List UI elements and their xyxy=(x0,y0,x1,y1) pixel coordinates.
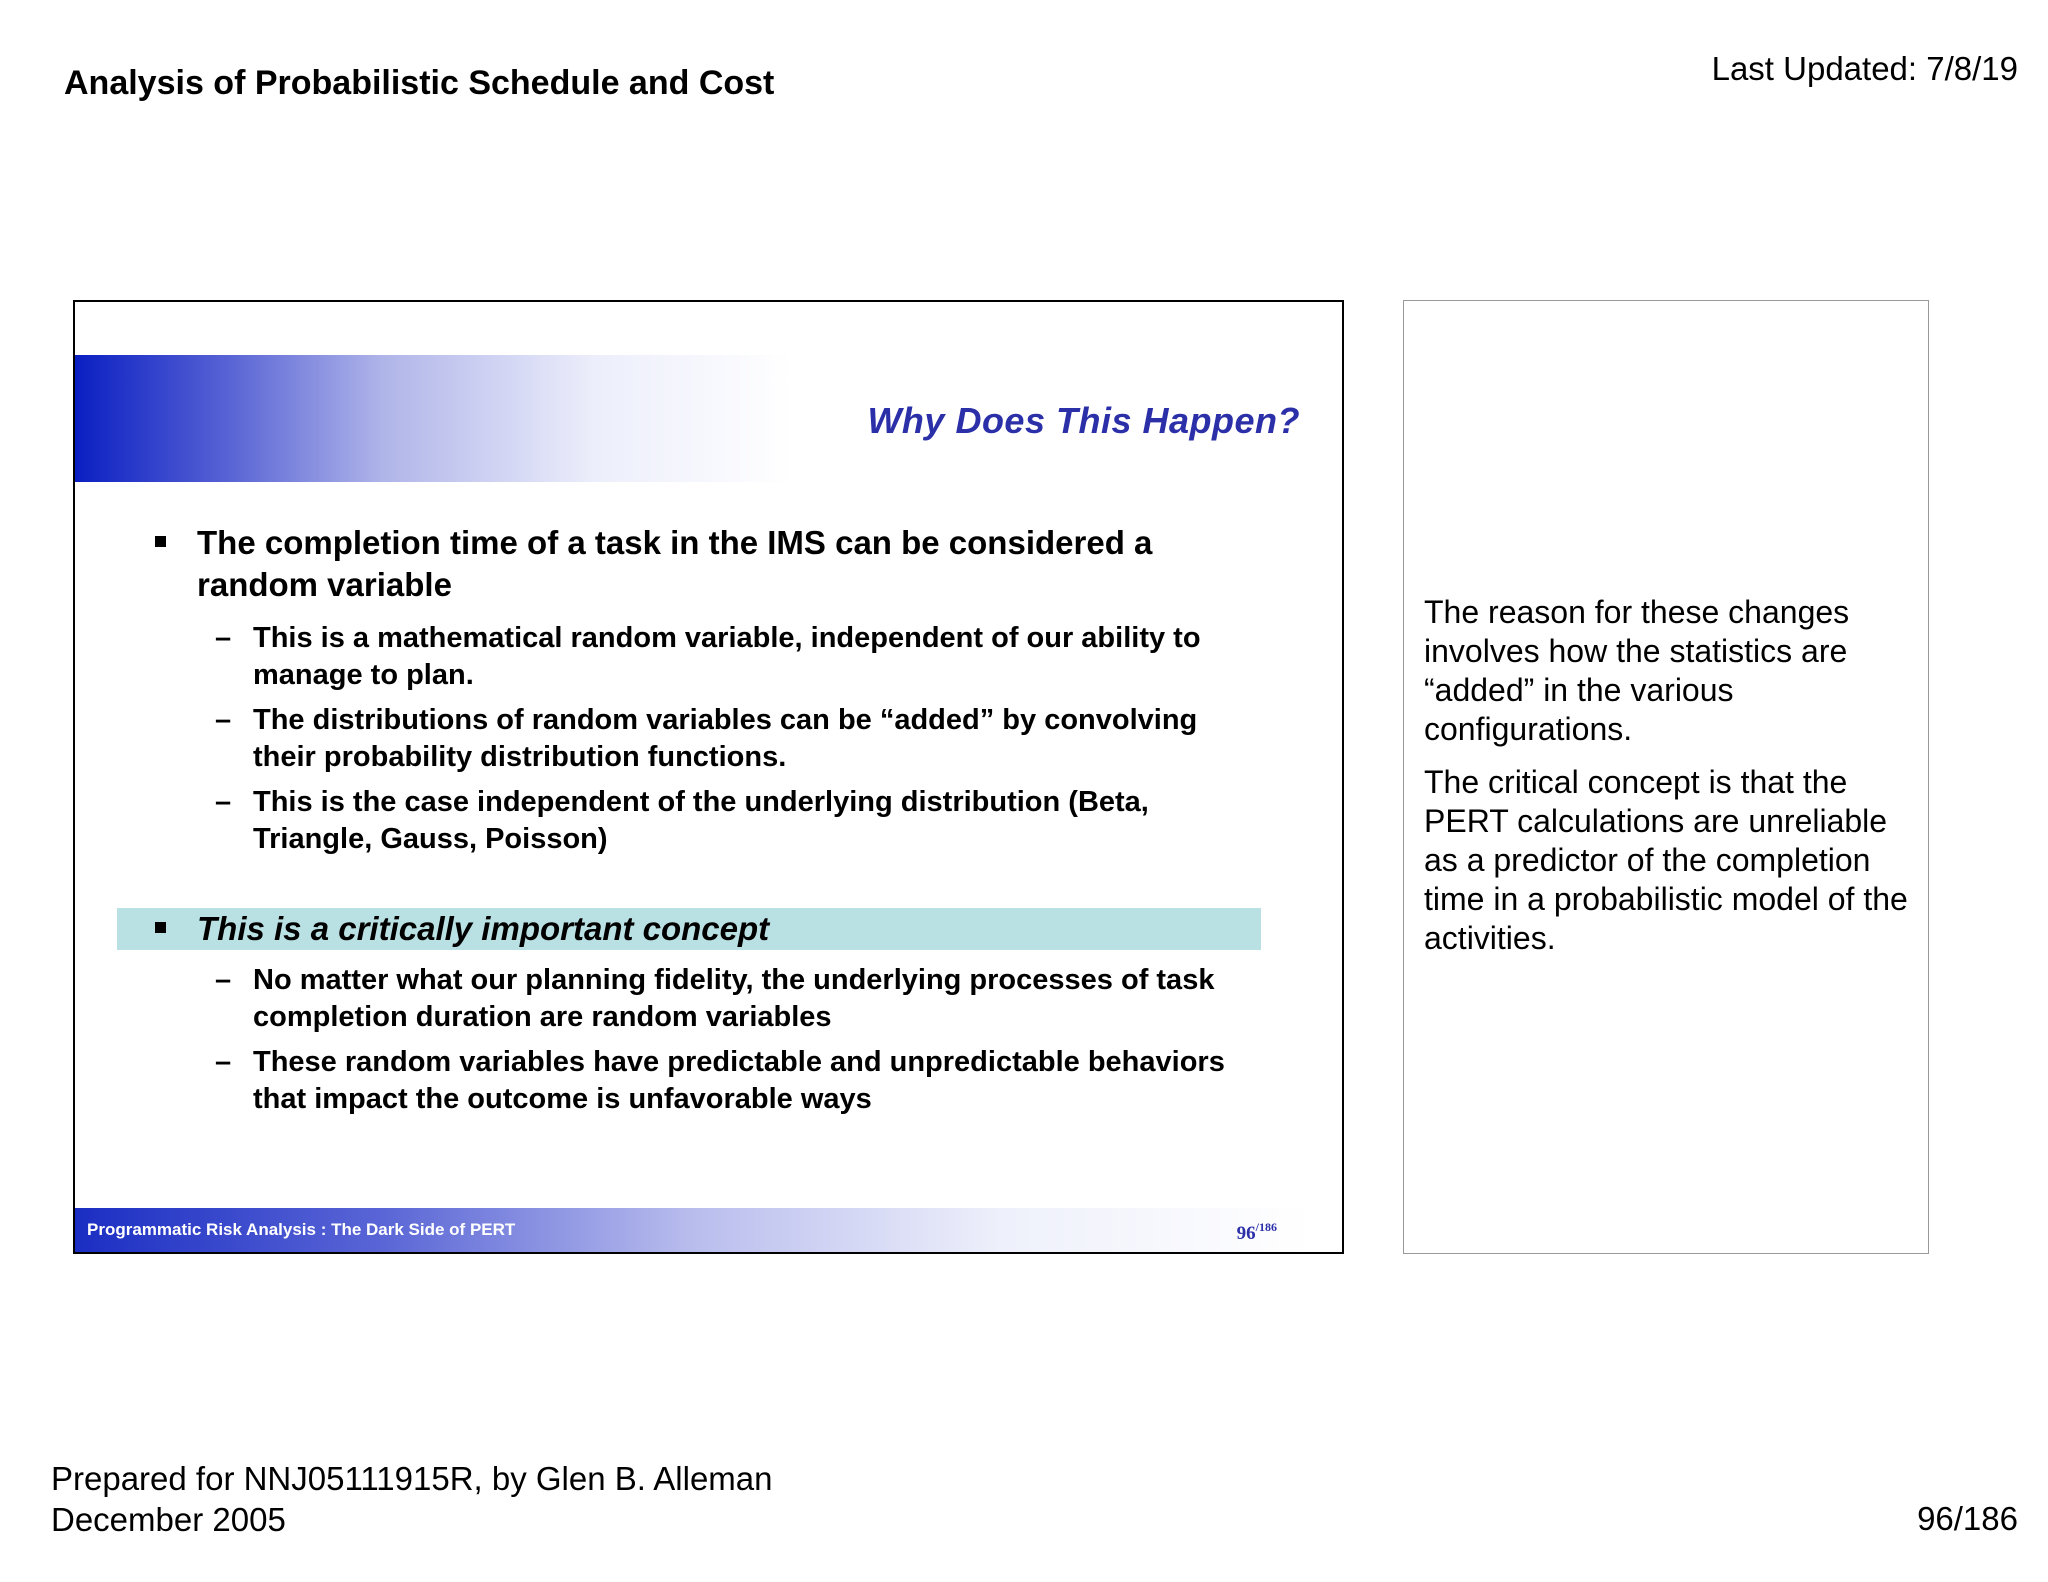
dash-bullet-icon: – xyxy=(215,964,232,996)
notes-paragraph: The reason for these changes involves how the statistics are “added” in the various configurations. xyxy=(1424,594,1850,747)
document-title: Analysis of Probabilistic Schedule and Cost xyxy=(64,64,775,102)
sub-bullet-item xyxy=(75,784,1344,858)
square-bullet-icon xyxy=(155,536,166,547)
sub-bullet-text: This is the case independent of the underlying distribution (Beta, Triangle, Gauss, Poisson) xyxy=(253,786,1149,855)
prepared-by xyxy=(51,1458,773,1540)
sub-bullet-item xyxy=(75,702,1344,776)
bullet-item xyxy=(75,522,1344,606)
slide-thumbnail xyxy=(73,300,1344,1254)
dash-bullet-icon: – xyxy=(215,786,232,818)
sub-bullet-item xyxy=(75,1044,1344,1118)
slide-page-current: 96 xyxy=(1236,1223,1256,1244)
dash-bullet-icon: – xyxy=(215,1046,232,1078)
sub-bullet-item xyxy=(75,620,1344,694)
sub-bullet-text: The distributions of random variables can be “added” by convolving their probability distribution functions. xyxy=(253,704,1198,773)
slide-footer-bar xyxy=(75,1208,1311,1252)
sub-bullet-text: These random variables have predictable and unpredictable behaviors that impact the outcome is unfavorable ways xyxy=(253,1046,1225,1115)
bullet-group-2 xyxy=(75,908,1344,1118)
sub-bullet-text: This is a mathematical random variable, independent of our ability to manage to plan. xyxy=(253,622,1201,691)
bullet-text: This is a critically important concept xyxy=(197,910,770,947)
slide-page-total: /186 xyxy=(1255,1220,1277,1234)
page-number: 96/186 xyxy=(1917,1500,2018,1537)
bullet-item-highlighted xyxy=(75,908,1344,950)
bullet-text: The completion time of a task in the IMS can be considered a random variable xyxy=(197,524,1153,603)
last-updated-date: Last Updated: 7/8/19 xyxy=(1711,50,2018,87)
prepared-for-line: Prepared for NNJ05111915R, by Glen B. Alleman xyxy=(51,1460,773,1497)
sub-bullet-text: No matter what our planning fidelity, the underlying processes of task completion duration are random variables xyxy=(253,964,1215,1033)
slide-body xyxy=(75,522,1344,1118)
slide-footer-title: Programmatic Risk Analysis : The Dark Side of PERT xyxy=(87,1220,516,1239)
notes-text xyxy=(1424,593,1914,958)
prepared-date: December 2005 xyxy=(51,1501,286,1538)
dash-bullet-icon: – xyxy=(215,622,232,654)
speaker-notes-box xyxy=(1403,300,1929,1254)
square-bullet-icon xyxy=(155,922,166,933)
slide-heading: Why Does This Happen? xyxy=(867,400,1300,441)
bullet-group-1 xyxy=(75,522,1344,858)
notes-paragraph: The critical concept is that the PERT calculations are unreliable as a predictor of the completion time in a probabilistic model of the activities. xyxy=(1424,764,1908,956)
dash-bullet-icon: – xyxy=(215,704,232,736)
sub-bullet-item xyxy=(75,962,1344,1036)
slide-page-number xyxy=(1237,1220,1277,1245)
